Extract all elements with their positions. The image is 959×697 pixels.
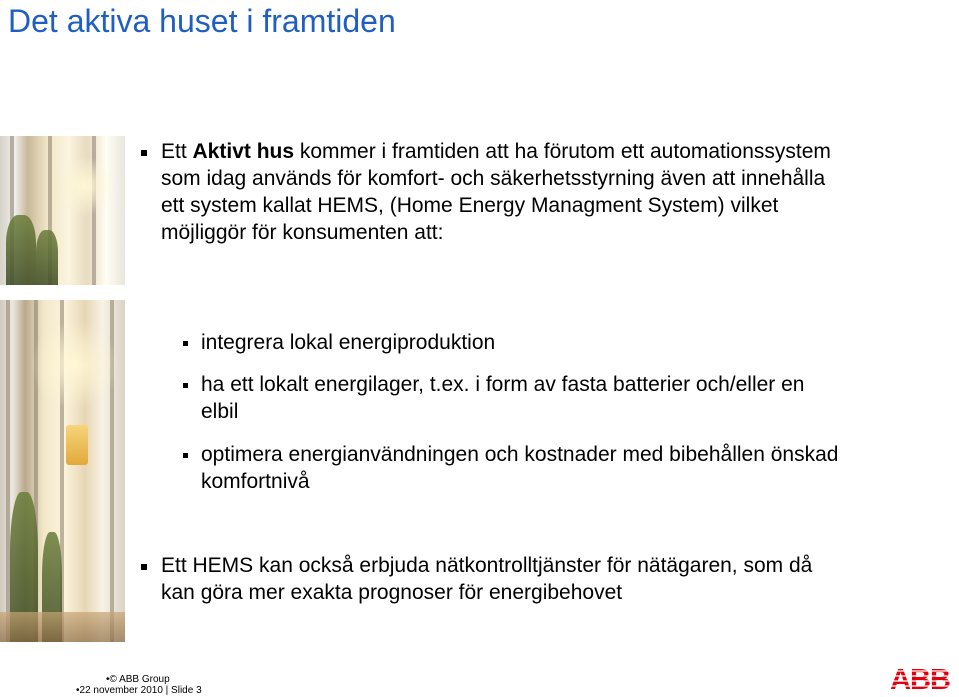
building-interior-photo-top: [0, 136, 125, 285]
bullet-marker: [141, 150, 147, 156]
bullet-aktivt-hus: Ett Aktivt hus kommer i framtiden att ha förutom ett automationssystem som idag används för komfort- och säkerhetsstyrning även att innehålla ett system kallat HEMS, (Home Energy Managment System) vilket möjliggör för konsumenten att:: [161, 140, 831, 244]
slide-title: Det aktiva huset i framtiden: [8, 3, 396, 39]
sub-bullet-marker: [183, 341, 188, 346]
sub-bullet-energilager: ha ett lokalt energilager, t.ex. i form av fasta batterier och/eller en elbil: [201, 373, 805, 423]
bullet-marker: [141, 564, 147, 570]
footer-copyright: •© ABB Group: [106, 674, 170, 685]
sub-bullet-marker: [183, 383, 188, 388]
abb-logo: [885, 663, 955, 693]
sub-bullet-marker: [183, 453, 188, 458]
bullet-hems-natkontroll: Ett HEMS kan också erbjuda nätkontrolltjänster för nätägaren, som då kan göra mer exakta prognoser för energibehovet: [161, 554, 813, 604]
svg-text:ABB: ABB: [890, 664, 950, 693]
sub-bullet-optimera: optimera energianvändningen och kostnader med bibehållen önskad komfortnivå: [201, 443, 839, 493]
building-interior-photo-bottom: [0, 300, 125, 642]
sub-bullet-energiproduktion: integrera lokal energiproduktion: [201, 331, 496, 354]
footer-date-slide: •22 november 2010 | Slide 3: [76, 685, 202, 696]
